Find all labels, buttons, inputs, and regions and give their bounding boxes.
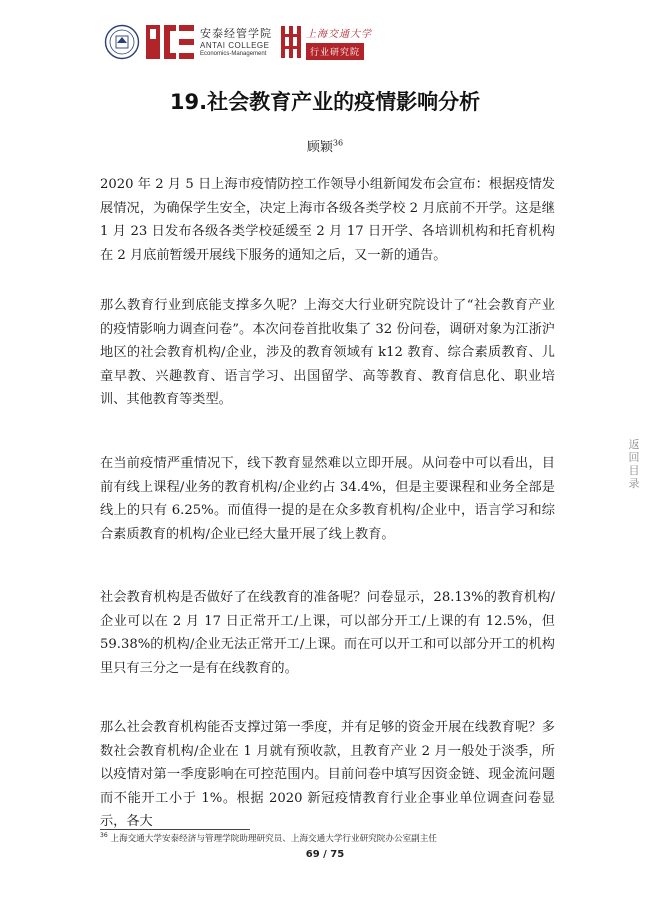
footnote-divider [100,829,250,830]
acem-logo-icon [146,23,194,61]
side-nav-char: 返 [628,438,640,451]
side-nav-char: 目 [628,464,640,477]
university-script: 上海交通大学 [306,28,372,40]
paragraph: 在当前疫情严重情况下，线下教育显然难以立即开展。从问卷中可以看出，目前有线上课程/业务的教育机构/企业约占 34.4%，但是主要课程和业务全部是线上的只有 6.25%。而值得一提的是在众多教育机构/企业中，语言学习和综合素质教育的机构/企业已经大量开展了线上教育。 [100,456,555,542]
footnote-text: 上海交通大学安泰经济与管理学院助理研究员、上海交通大学行业研究院办公室副主任 [110,834,437,844]
article-title: 19.社会教育产业的疫情影响分析 [169,90,481,114]
institute-logo-icon [280,24,302,60]
school-name-en: ANTAI COLLEGE [200,40,270,50]
school-name [200,28,272,57]
paragraph: 那么社会教育机构能否支撑过第一季度，并有足够的资金开展在线教育呢？多数社会教育机构/企业在 1 月就有预收款，且教育产业 2 月一般处于淡季，所以疫情对第一季度影响在可控范围内。目前问卷中填写因资金链、现金流问题而不能开工小于 1%。根据 2020 新冠疫情教育行业企事业单位调查问卷显示，各大 [100,720,555,829]
school-name-cn: 安泰经管学院 [200,26,272,40]
header-logos [104,22,372,62]
side-nav-char: 回 [628,451,640,464]
author-footnote-ref[interactable]: 36 [332,138,344,148]
paragraph: 2020 年 2 月 5 日上海市疫情防控工作领导小组新闻发布会宣布：根据疫情发展情况，为确保学生安全，决定上海市各级各类学校 2 月底前不开学。这是继 1 月 23 日发布各级各类学校延缓至 2 月 17 日开学、各培训机构和托育机构在 2 月底前暂缓开展线下服务的通知之后，又一新的通告。 [100,177,555,263]
side-nav-char: 录 [628,477,640,490]
back-to-contents-link[interactable] [627,438,641,490]
footnote-ref: 36 [100,832,108,840]
institute-name [306,25,372,60]
paragraph: 那么教育行业到底能支撑多久呢？上海交大行业研究院设计了“社会教育产业的疫情影响力调查问卷”。本次问卷首批收集了 32 份问卷，调研对象为江浙沪地区的社会教育机构/企业，涉及的教育领域有 k12 教育、综合素质教育、儿童早教、兴趣教育、语言学习、出国留学、高等教育、教育信息化、职业培训、其他教育等类型。 [100,298,555,407]
school-name-en-sub: Economics-Management [200,50,267,57]
institute-badge: 行业研究院 [306,43,364,60]
author-line [0,136,650,155]
page-number: 69 / 75 [305,849,345,860]
paragraph: 社会教育机构是否做好了在线教育的准备呢？问卷显示，28.13%的教育机构/企业可以在 2 月 17 日正常开工/上课，可以部分开工/上课的有 12.5%，但 59.38%的机构/企业无法正常开工/上课。而在可以开工和可以部分开工的机构里只有三分之一是有在线教育的。 [100,590,555,676]
footnote [100,832,437,844]
university-seal-icon [104,24,140,60]
author-name: 顾颖 [306,140,333,155]
